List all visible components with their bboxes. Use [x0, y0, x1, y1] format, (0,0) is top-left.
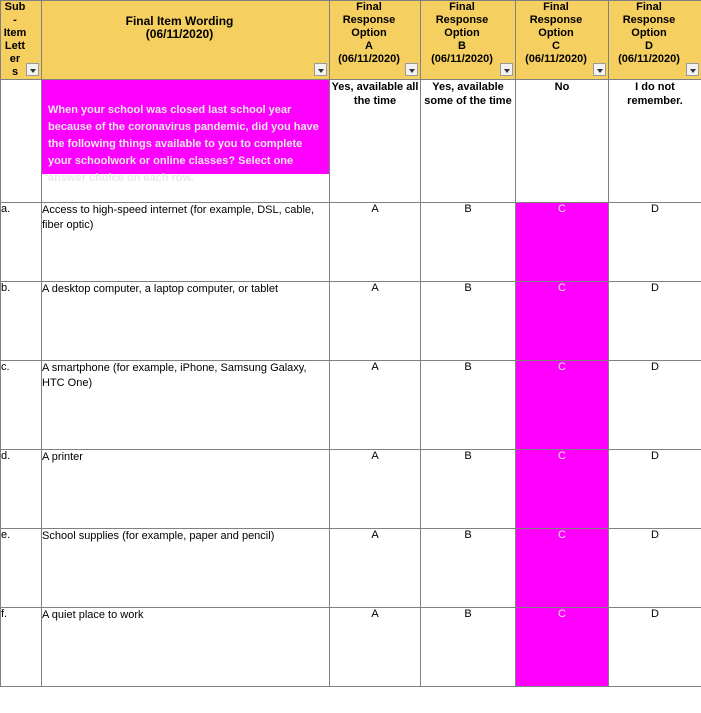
- row-option-b[interactable]: B: [421, 529, 516, 608]
- header-line: (06/11/2020): [145, 27, 214, 41]
- header-line: Item: [3, 27, 27, 39]
- row-wording[interactable]: A quiet place to work: [42, 608, 330, 687]
- header-line: Final Response: [435, 1, 489, 26]
- table-row: [1, 203, 701, 282]
- row-letter[interactable]: c.: [1, 361, 42, 450]
- filter-dropdown-icon[interactable]: [314, 63, 327, 76]
- filter-dropdown-icon[interactable]: [405, 63, 418, 76]
- header-line: Final Response: [342, 1, 396, 26]
- row-wording[interactable]: A smartphone (for example, iPhone, Samsung Galaxy, HTC One): [42, 361, 330, 450]
- stem-wording-cell[interactable]: [42, 80, 330, 203]
- filter-dropdown-icon[interactable]: [686, 63, 699, 76]
- row-option-b[interactable]: B: [421, 361, 516, 450]
- column-header-final-response-option-b[interactable]: [421, 1, 516, 80]
- filter-dropdown-icon[interactable]: [26, 63, 39, 76]
- table-row: [1, 450, 701, 529]
- row-option-b[interactable]: B: [421, 282, 516, 361]
- row-option-a[interactable]: A: [330, 450, 421, 529]
- row-option-d[interactable]: D: [609, 203, 701, 282]
- row-option-c[interactable]: C: [516, 450, 609, 529]
- row-option-b[interactable]: B: [421, 203, 516, 282]
- header-row: [1, 1, 701, 80]
- stem-option-a[interactable]: Yes, available all the time: [330, 80, 421, 203]
- row-option-b[interactable]: B: [421, 608, 516, 687]
- table-row: [1, 361, 701, 450]
- row-letter[interactable]: f.: [1, 608, 42, 687]
- row-letter[interactable]: a.: [1, 203, 42, 282]
- header-line: Option: [444, 27, 480, 39]
- header-line: s: [11, 66, 19, 78]
- column-header-final-item-wording[interactable]: [42, 1, 330, 80]
- row-letter[interactable]: b.: [1, 282, 42, 361]
- header-line: Final Response: [622, 1, 676, 26]
- header-line: Option: [538, 27, 574, 39]
- column-header-final-response-option-a[interactable]: [330, 1, 421, 80]
- stem-option-b[interactable]: Yes, available some of the time: [421, 80, 516, 203]
- header-line: Final Item Wording: [125, 14, 234, 28]
- header-line: (06/11/2020): [618, 53, 680, 65]
- row-option-d[interactable]: D: [609, 282, 701, 361]
- row-option-a[interactable]: A: [330, 361, 421, 450]
- row-option-c[interactable]: C: [516, 608, 609, 687]
- stem-row: [1, 80, 701, 203]
- row-wording[interactable]: A printer: [42, 450, 330, 529]
- stem-text: When your school was closed last school year because of the coronavirus pandemic, did you have the following things available to you to complete your schoolwork or online classes? Select one answer choice on each row.: [42, 80, 329, 174]
- row-option-b[interactable]: B: [421, 450, 516, 529]
- row-option-a[interactable]: A: [330, 529, 421, 608]
- stem-option-d[interactable]: I do not remember.: [609, 80, 701, 203]
- row-option-a[interactable]: A: [330, 282, 421, 361]
- header-line: Option: [351, 27, 387, 39]
- stem-option-c[interactable]: No: [516, 80, 609, 203]
- row-option-c[interactable]: C: [516, 529, 609, 608]
- header-line: Letter: [4, 40, 26, 65]
- row-option-d[interactable]: D: [609, 361, 701, 450]
- row-option-d[interactable]: D: [609, 529, 701, 608]
- row-option-c[interactable]: C: [516, 282, 609, 361]
- header-line: C: [552, 40, 560, 52]
- header-line: (06/11/2020): [431, 53, 493, 65]
- header-line: B: [458, 40, 466, 52]
- column-header-final-response-option-d[interactable]: [609, 1, 701, 80]
- header-line: (06/11/2020): [525, 53, 587, 65]
- row-option-c[interactable]: C: [516, 203, 609, 282]
- filter-dropdown-icon[interactable]: [500, 63, 513, 76]
- header-line: (06/11/2020): [338, 53, 400, 65]
- table-row: [1, 608, 701, 687]
- row-option-d[interactable]: D: [609, 450, 701, 529]
- header-line: Option: [631, 27, 667, 39]
- header-line: D: [645, 40, 653, 52]
- column-header-final-response-option-c[interactable]: [516, 1, 609, 80]
- filter-dropdown-icon[interactable]: [593, 63, 606, 76]
- column-header-sub-item-letters[interactable]: [1, 1, 42, 80]
- row-option-c[interactable]: C: [516, 361, 609, 450]
- header-line: Final Response: [529, 1, 583, 26]
- stem-letter-cell[interactable]: [1, 80, 42, 203]
- table-row: [1, 529, 701, 608]
- row-letter[interactable]: d.: [1, 450, 42, 529]
- row-option-a[interactable]: A: [330, 203, 421, 282]
- row-wording[interactable]: Access to high-speed internet (for example, DSL, cable, fiber optic): [42, 203, 330, 282]
- row-option-a[interactable]: A: [330, 608, 421, 687]
- row-letter[interactable]: e.: [1, 529, 42, 608]
- header-line: Sub-: [4, 1, 26, 26]
- row-option-d[interactable]: D: [609, 608, 701, 687]
- table-row: [1, 282, 701, 361]
- row-wording[interactable]: School supplies (for example, paper and pencil): [42, 529, 330, 608]
- header-line: A: [365, 40, 373, 52]
- row-wording[interactable]: A desktop computer, a laptop computer, or tablet: [42, 282, 330, 361]
